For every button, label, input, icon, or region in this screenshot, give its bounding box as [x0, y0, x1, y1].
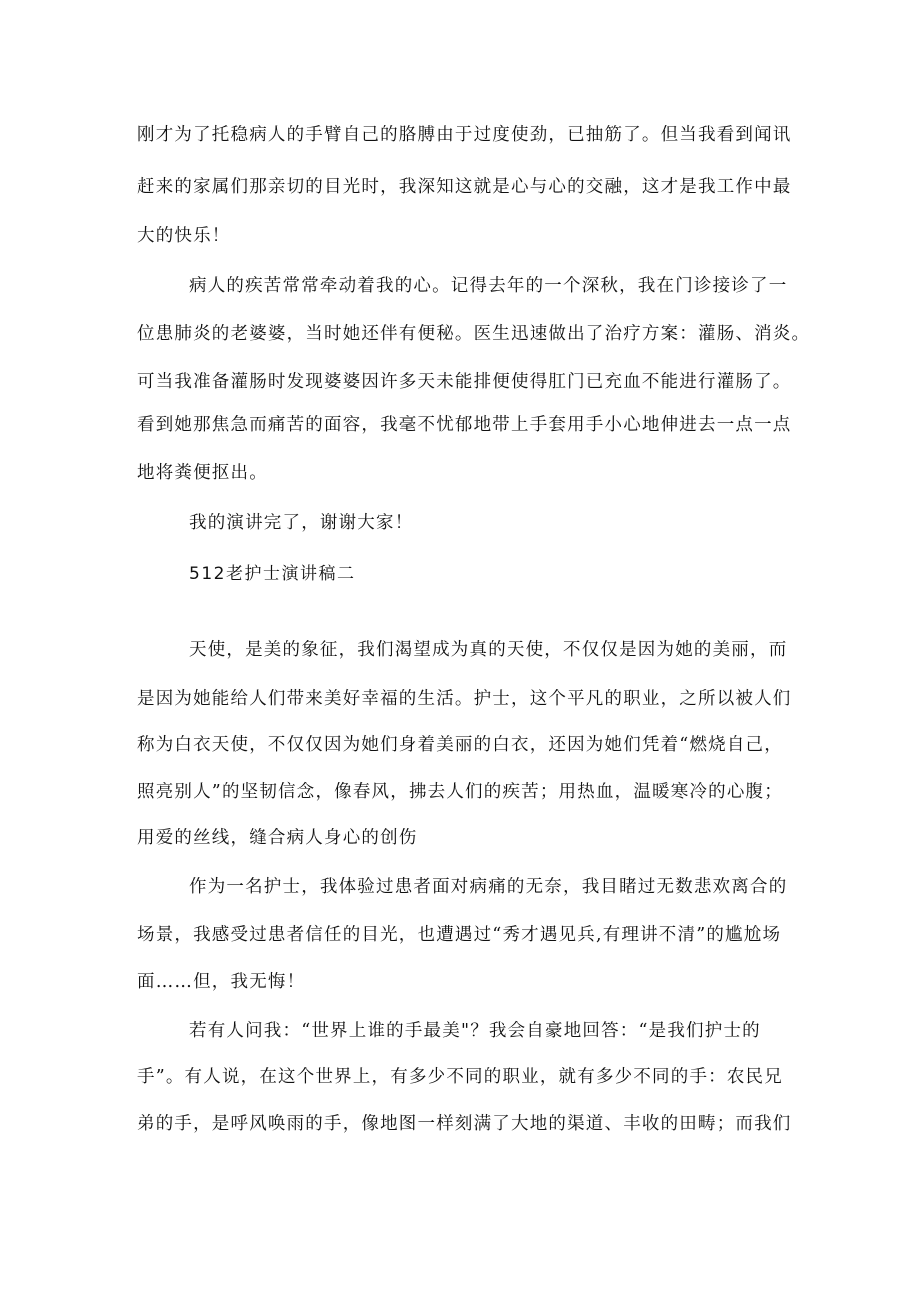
paragraph-5-line-3: 弟的手，是呼风唤雨的手，像地图一样刻满了大地的渠道、丰收的田畴；而我们 — [137, 1114, 792, 1134]
paragraph-4-line-1: 作为一名护士，我体验过患者面对病痛的无奈，我目睹过无数悲欢离合的 — [189, 877, 788, 897]
paragraph-2-line-3: 可当我准备灌肠时发现婆婆因许多天未能排便使得肛门已充血不能进行灌肠了。 — [137, 372, 792, 392]
paragraph-1-line-2: 赶来的家属们那亲切的目光时，我深知这就是心与心的交融，这才是我工作中最 — [137, 177, 792, 197]
paragraph-1-line-1: 刚才为了托稳病人的手臂自己的胳膊由于过度使劲，已抽筋了。但当我看到闻讯 — [137, 125, 792, 145]
paragraph-2-line-4: 看到她那焦急而痛苦的面容，我毫不忧郁地带上手套用手小心地伸进去一点一点 — [137, 415, 792, 435]
paragraph-3-line-5: 用爱的丝线，缝合病人身心的创伤 — [137, 828, 418, 848]
paragraph-3-line-4: 照亮别人”的坚韧信念，像春风，拂去人们的疾苦；用热血，温暖寒冷的心腹； — [137, 782, 783, 802]
paragraph-4-line-3: 面……但，我无悔！ — [137, 972, 306, 992]
closing-line: 我的演讲完了，谢谢大家！ — [189, 513, 414, 533]
paragraph-2-line-2: 位患肺炎的老婆婆，当时她还伴有便秘。医生迅速做出了治疗方案：灌肠、消炎。 — [137, 324, 811, 344]
paragraph-4-line-2: 场景，我感受过患者信任的目光，也遭遇过“秀才遇见兵,有理讲不清”的尴尬场 — [137, 925, 782, 945]
paragraph-2-line-1: 病人的疾苦常常牵动着我的心。记得去年的一个深秋，我在门诊接诊了一 — [189, 276, 788, 296]
paragraph-5-line-1: 若有人问我：“世界上谁的手最美"？我会自豪地回答：“是我们护士的 — [189, 1021, 761, 1041]
paragraph-3-line-3: 称为白衣天使，不仅仅因为她们身着美丽的白衣，还因为她们凭着“燃烧自己， — [137, 735, 783, 755]
paragraph-3-line-1: 天使，是美的象征，我们渴望成为真的天使，不仅仅是因为她的美丽，而 — [189, 640, 788, 660]
paragraph-2-line-5: 地将粪便抠出。 — [137, 463, 268, 483]
paragraph-3-line-2: 是因为她能给人们带来美好幸福的生活。护士，这个平凡的职业，之所以被人们 — [137, 689, 792, 709]
section-heading: 512老护士演讲稿二 — [189, 564, 356, 584]
paragraph-1-line-3: 大的快乐！ — [137, 226, 231, 246]
paragraph-5-line-2: 手”。有人说，在这个世界上，有多少不同的职业，就有多少不同的手：农民兄 — [137, 1067, 783, 1087]
